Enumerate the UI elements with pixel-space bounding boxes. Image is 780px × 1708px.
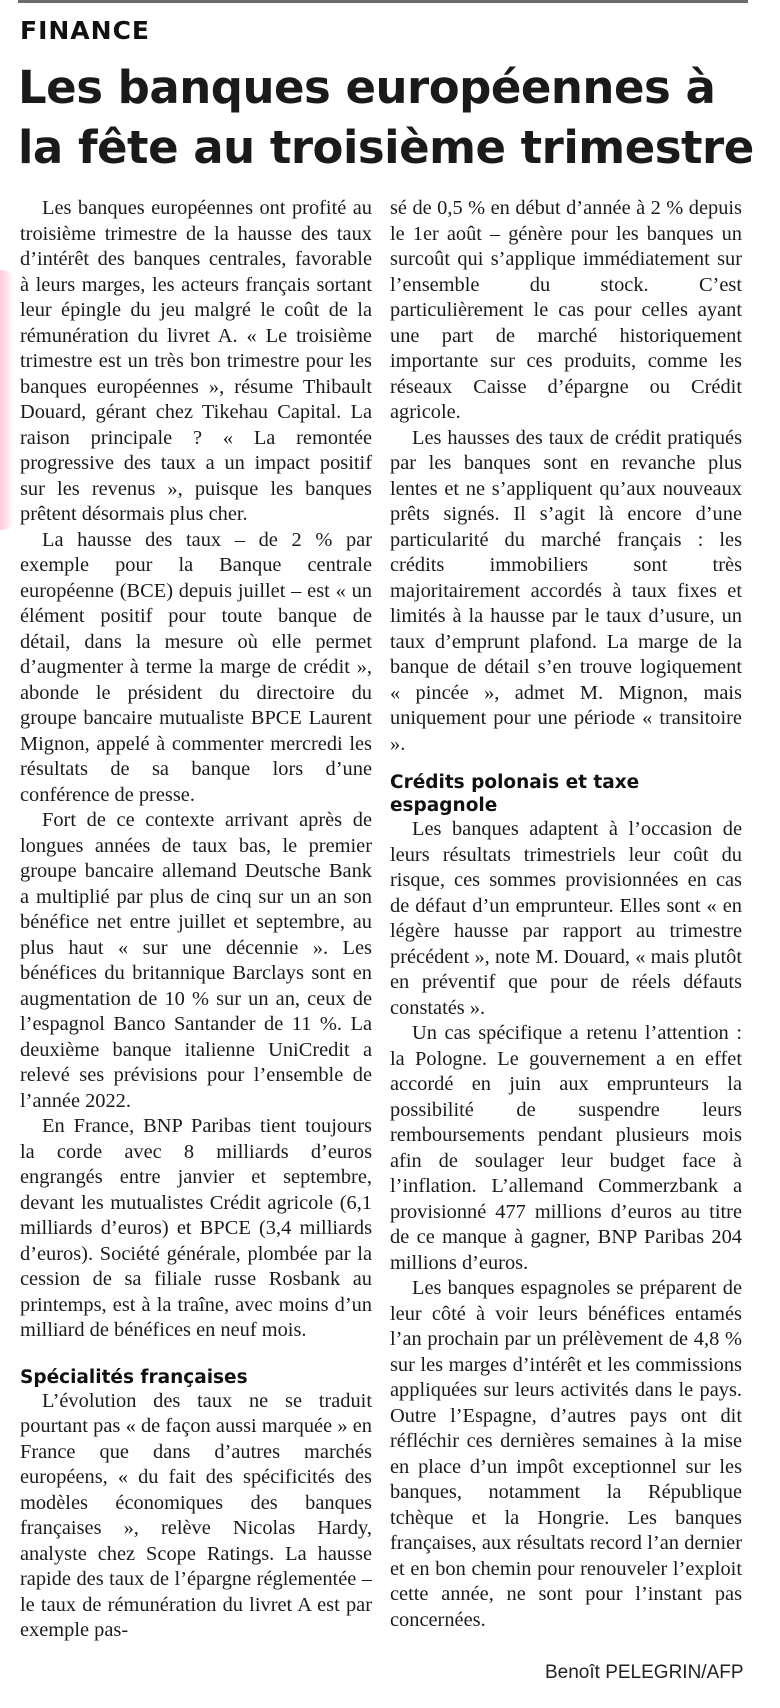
paragraph: Les hausses des taux de crédit pratiqués par les banques sont en revanche plus lentes et ne s’appliquent qu’aux nouveaux prêts signés. Il s’agit là encore d’une particularité du marché français : les crédits immobiliers sont très majoritairement accordés à taux fixes et limités à la hausse par le taux d’usure, un taux d’emprunt plafond. La marge de la banque de détail s’en trouve logiquement « pincée », admet M. Mignon, mais uniquement pour une période « transitoire ». (390, 426, 742, 755)
paragraph-continued: sé de 0,5 % en début d’année à 2 % depuis le 1er août – génère pour les banques un surcoût qui s’applique immédiatement sur l’ensemble du stock. C’est particulièrement le cas pour celles ayant une part de marché historiquement importante sur ces produits, comme les réseaux Caisse d’épargne ou Crédit agricole. (390, 197, 742, 423)
paragraph: Les banques européennes ont profité au troisième trimestre de la hausse des taux d’intérêt des banques centrales, favorable à leurs marges, les acteurs français sortant leur épingle du jeu malgré le coût de la rémunération du livret A. « Le troisième trimestre est un très bon trimestre pour les banques européennes », résume Thibault Douard, gérant chez Tikehau Capital. La raison principale ? « La remontée progressive des taux a un impact positif sur les revenus », puisque les banques prêtent désormais plus cher. (20, 197, 372, 525)
paragraph: Les banques espagnoles se préparent de leur côté à voir leurs bénéfices entamés l’an prochain par un prélèvement de 4,8 % sur les marges d’intérêt et les commissions appliquées sur leurs activités dans le pays. Outre l’Espagne, d’autres pays ont dit réfléchir ces dernières semaines à la mise en place d’un impôt exceptionnel sur les banques, notamment la République tchèque et la Hongrie. Les banques françaises, aux résultats record l’an dernier et en bon chemin pour renouveler l’exploit cette année, ne sont pour l’instant pas concernées. (390, 1277, 742, 1631)
section-kicker: FINANCE (20, 16, 150, 45)
subheading: Spécialités françaises (20, 1366, 248, 1388)
paragraph: En France, BNP Paribas tient toujours la corde avec 8 milliards d’euros engrangés entre janvier et septembre, devant les mutualistes Crédit agricole (6,1 milliards d’euros) et BPCE (3,4 milliards d’euros). Société générale, plombée par la cession de sa filiale russe Rosbank au printemps, est à la traîne, avec moins d’un milliard de bénéfices en neuf mois. (20, 1115, 372, 1341)
margin-stamp-mark (0, 270, 14, 530)
byline: Benoît PELEGRIN/AFP (545, 1662, 744, 1683)
paragraph: Un cas spécifique a retenu l’attention : la Pologne. Le gouvernement a en effet accordé en juin aux emprunteurs la possibilité de suspendre leurs remboursements pendant plusieurs mois afin de soulager leur budget face à l’inflation. L’allemand Commerzbank a provisionné 477 millions d’euros au titre de ce manque à gagner, BNP Paribas 204 millions d’euros. (390, 1022, 742, 1274)
article-column-right (390, 196, 742, 1633)
subheading: Crédits polonais et taxe espagnole (390, 772, 640, 816)
article-column-left (20, 196, 372, 1644)
paragraph: Les banques adaptent à l’occasion de leurs résultats trimestriels leur coût du risque, ces sommes provisionnées en cas de défaut d’un emprunteur. Elles sont « en légère hausse par rapport au trimestre précédent », note M. Douard, « mais plutôt en préventif que pour de réels défauts constatés ». (390, 818, 742, 1019)
headline: Les banques européennes à la fête au troisième trimestre (18, 61, 754, 174)
top-rule (18, 0, 748, 3)
paragraph: La hausse des taux – de 2 % par exemple pour la Banque centrale européenne (BCE) depuis juillet – est « un élément positif pour toute banque de détail, dans la mesure où elle permet d’augmenter à terme la marge de crédit », abonde le président du directoire du groupe bancaire mutualiste BPCE Laurent Mignon, appelé à commenter mercredi les résultats de sa banque lors d’une conférence de presse. (20, 528, 372, 806)
paragraph: L’évolution des taux ne se traduit pourtant pas « de façon aussi marquée » en France que dans d’autres marchés européens, « du fait des spécificités des modèles économiques des banques françaises », relève Nicolas Hardy, analyste chez Scope Ratings. La hausse rapide des taux de l’épargne réglementée – le taux de rémunération du livret A est par exemple pas- (20, 1389, 372, 1641)
paragraph: Fort de ce contexte arrivant après de longues années de taux bas, le premier groupe bancaire allemand Deutsche Bank a multiplié par plus de cinq sur un an son bénéfice net entre juillet et septembre, au plus haut « sur une décennie ». Les bénéfices du britannique Barclays sont en augmentation de 10 % sur un an, ceux de l’espagnol Banco Santander de 11 %. La deuxième banque italienne UniCredit a relevé ses prévisions pour l’ensemble de l’année 2022. (20, 809, 372, 1112)
